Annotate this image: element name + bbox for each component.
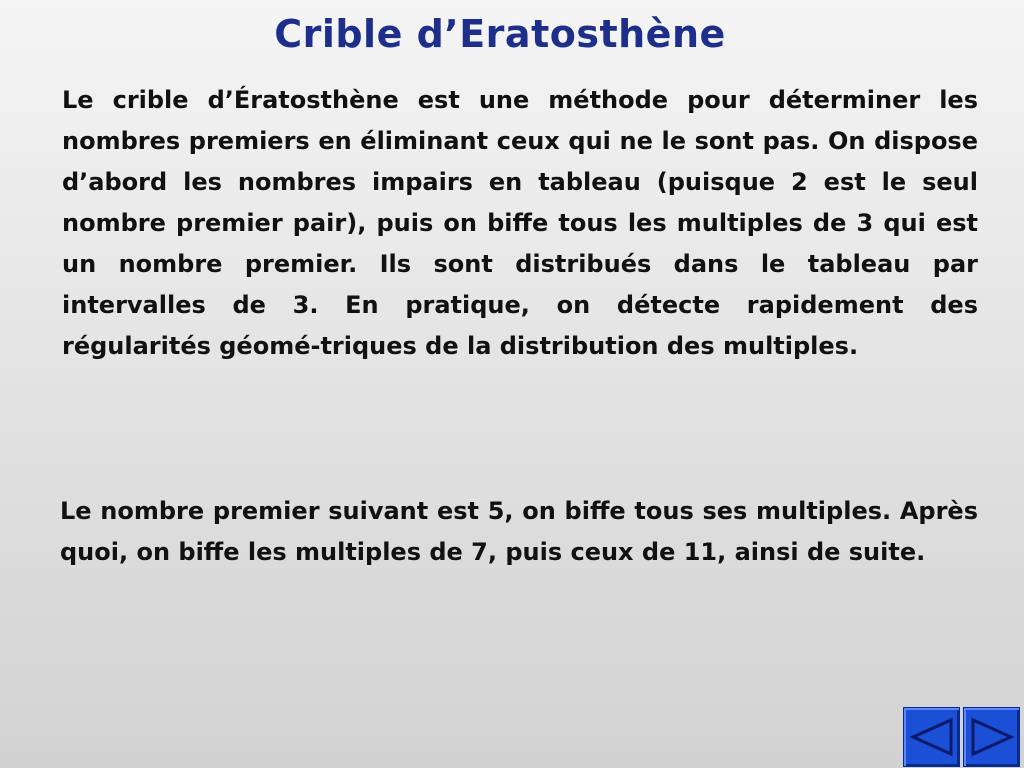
triangle-left-icon (909, 717, 955, 757)
slide-navigation (903, 707, 1021, 767)
next-slide-button[interactable] (963, 707, 1020, 767)
paragraph-next-primes: Le nombre premier suivant est 5, on biffe tous ses multiples. Après quoi, on biffe les multiples de 7, puis ceux de 11, ainsi de suite. (60, 497, 978, 566)
previous-slide-button[interactable] (903, 707, 960, 767)
page-title: Crible d’Eratosthène (274, 12, 726, 56)
paragraph-intro: Le crible d’Ératosthène est une méthode pour déterminer les nombres premiers en éliminant ceux qui ne le sont pas. On dispose d’abord les nombres impairs en tableau (puisque 2 est le seul nombre premier pair), puis on biffe tous les multiples de 3 qui est un nombre premier. Ils sont distribués dans le tableau par intervalles de 3. En pratique, on détecte rapidement des régularités géomé-triques de la distribution des multiples. (62, 86, 978, 360)
triangle-right-icon (969, 717, 1015, 757)
